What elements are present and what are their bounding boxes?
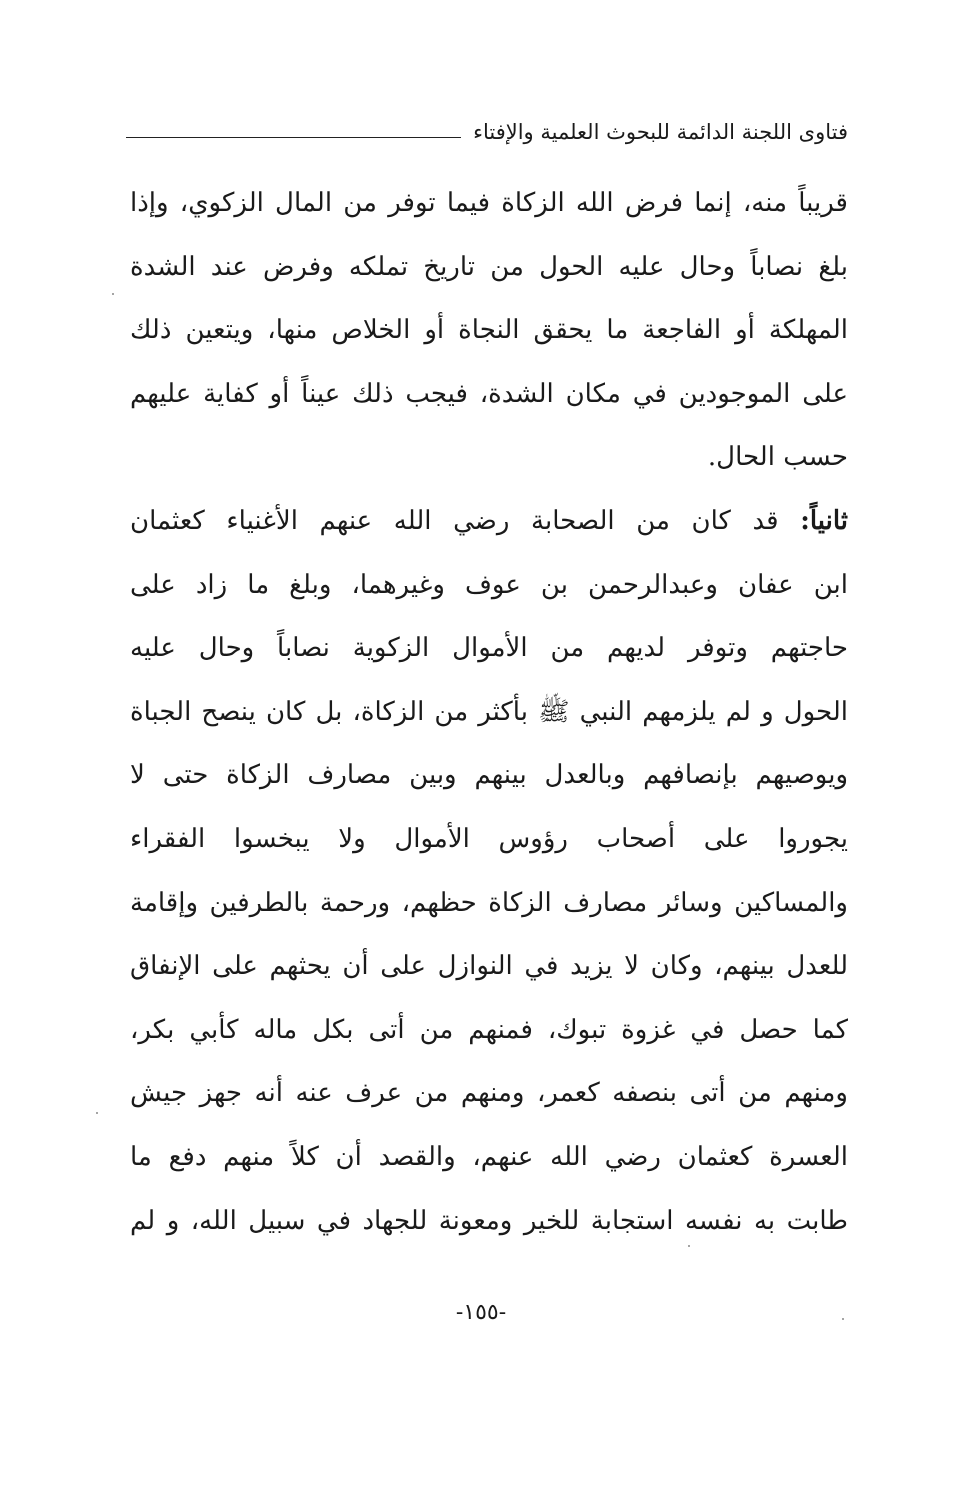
scan-speck	[842, 1318, 844, 1320]
paragraph2-line-3: حاجتهم وتوفر لديهم من الأموال الزكوية نصاباً وحال عليه	[130, 633, 848, 664]
paragraph1-line-4: على الموجودين في مكان الشدة، فيجب ذلك عيناً أو كفاية عليهم	[130, 378, 848, 409]
paragraph2-line-11: العسرة كعثمان رضي الله عنهم، والقصد أن كلاً منهم دفع ما	[130, 1141, 848, 1172]
paragraph2-lead: ثانياً:	[800, 505, 849, 536]
paragraph2-line-12: طابت به نفسه استجابة للخير ومعونة للجهاد في سبيل الله، و لم	[130, 1205, 848, 1236]
paragraph2-line-1	[130, 490, 848, 554]
paragraph1-line-5: حسب الحال.	[707, 442, 848, 473]
paragraph2-line-10: ومنهم من أتى بنصفه كعمر، ومنهم من عرف عنه أنه جهز جيش	[130, 1078, 848, 1109]
body-text	[130, 172, 848, 1253]
scan-speck	[688, 1245, 690, 1247]
paragraph2-line-5: ويوصيهم بإنصافهم وبالعدل بينهم وبين مصارف الزكاة حتى لا	[130, 760, 848, 791]
paragraph1-line-3: المهلكة أو الفاجعة ما يحقق النجاة أو الخلاص منها، ويتعين ذلك	[130, 315, 848, 346]
paragraph1-line-1: قريباً منه، إنما فرض الله الزكاة فيما توفر من المال الزكوي، وإذا	[130, 188, 848, 218]
paragraph2-line-9: كما حصل في غزوة تبوك، فمنهم من أتى بكل ماله كأبي بكر،	[130, 1014, 848, 1045]
header-title: فتاوى اللجنة الدائمة للبحوث العلمية والإفتاء	[473, 120, 848, 144]
header-rule	[126, 137, 461, 138]
scan-speck	[96, 1112, 98, 1114]
paragraph2-line-4: الحول و لم يلزمهم النبي ﷺ بأكثر من الزكاة، بل كان ينصح الجباة	[130, 696, 848, 727]
paragraph2-line-1-rest: قد كان من الصحابة رضي الله عنهم الأغنياء كعثمان	[130, 505, 779, 536]
paragraph2-line-7: والمساكين وسائر مصارف الزكاة حظهم، ورحمة بالطرفين وإقامة	[130, 887, 848, 918]
page-number: -١٥٥-	[455, 1300, 507, 1325]
running-header	[126, 112, 848, 152]
paragraph2-line-2: ابن عفان وعبدالرحمن بن عوف وغيرهما، وبلغ ما زاد على	[130, 569, 848, 600]
scan-speck	[112, 293, 114, 295]
paragraph1-line-2: بلغ نصاباً وحال عليه الحول من تاريخ تملكه وفرض عند الشدة	[130, 251, 848, 282]
paragraph2-line-8: للعدل بينهم، وكان لا يزيد في النوازل على أن يحثهم على الإنفاق	[130, 951, 848, 982]
paragraph2-line-6: يجوروا على أصحاب رؤوس الأموال ولا يبخسوا الفقراء	[130, 823, 848, 854]
